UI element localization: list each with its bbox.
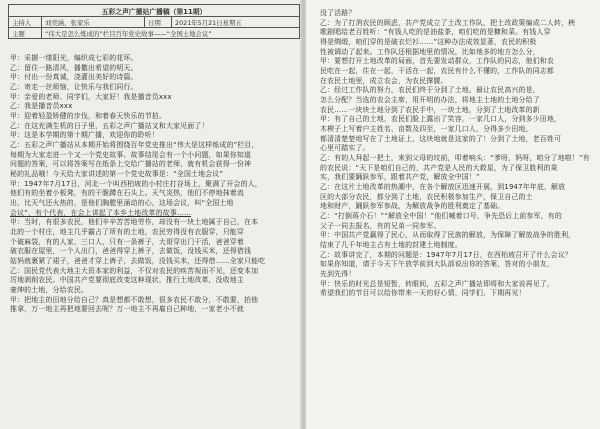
script-line: 歌剧唱给老百姓听：“有钱人吃的是油盐茶，咱们吃的是糠和菜。有钱人穿 [320,28,551,37]
script-line: 区的大部分农民，都分到了土地，农民积极参加生产，保卫自己的土 [320,192,533,201]
script-line: 甲：这是本学期的第十期广播，欢迎你的聆听！ [10,131,159,140]
topic-value: “伟大是怎么炼成的”栏目百年党史故事——“全国土地会议” [42,28,300,39]
script-line: 他们有的坐着小板凳，有的干脆蹲在石头上。天气炎热，他们不停地抹着流 [10,189,244,198]
header-table [8,4,300,39]
script-line: 木楔子上写着户主姓名、亩数及四至，一家几口人，分得多少田地， [320,125,533,134]
script-line: 在农民土地里，成立农会，为农民撑腰。 [320,76,448,85]
script-line: 都清清楚楚地写在了土地证上，这块地就是这家的了！分到了土地，老百姓可 [320,134,562,143]
script-line: 乙：寄走一丝烦恼，让快乐与我们同行。 [10,83,138,92]
script-line: 怎么分配？当选的农会主席，用开明的办法，将地主土地的土地分给了 [320,96,540,105]
script-line: 结束了几千年地主占有土地的封建土地制度。 [320,241,462,250]
script-line: 推拿，万一地主再把地要回去呢？万一地主不再雇自己种地，一家老小不就 [10,305,244,314]
script-line: 乙：留住一路清风，播撒出希望的明天。 [10,63,138,72]
topic-label: 主题 [9,28,42,39]
script-line: 乙：“打倒蒋介石！”“解放全中国！”他们喊着口号，争先恐后上前参军，有的 [320,212,562,221]
script-line: 甲：把地主的田地分给自己？真是想都不敢想，很多农民不敢分，不敢要，拍他 [10,295,259,304]
script-line: 父子一同去报名，有的兄弟一同参军。 [320,221,441,230]
right-page [306,0,600,429]
script-line: 问题的答案，可以将答案写在纸条上交给广播站的老师，就有机会获得一份神 [10,160,252,169]
script-line: 乙：经过工作队的努力，农民们终于分到了土地。最让农民高兴的是， [320,86,540,95]
script-line: 甲：当时，有很多农民，他们辛辛苦苦地劳作，却没有一块土地属于自己，在本 [10,218,259,227]
script-line: 甲：快乐的时光总是短暂，转眼间，五彩之声广播站即将和大家说再见了， [320,279,554,288]
script-line: 姑妈就裹紧了裙子，爸爸才穿上裤子，去做饭，没钱买米，还得借……全家只能吃 [10,257,266,266]
host-value: 刘奕涵、张家乐 [42,17,145,28]
script-line: 甲：中国共产党赢得了民心，从而取得了民族的解放，为保障了解放战争的胜利， [320,231,576,240]
script-line: 实，我们要踊跃参军，跟着共产党，解放全中国！” [320,173,480,182]
script-line: 豪绅的土地，分给农民。 [10,286,88,295]
script-line: 出，比天气还火热的，是他们胸膛里涌动的心，这场会议，叫“全国土地 [10,199,234,208]
script-line: 乙：故事讲完了，本期的问题是：1947年7月17日，在西柏坡召开了什么会议？ [320,250,572,259]
date-value: 2021年5月21日星期五 [172,17,300,28]
script-line: 乙：在这片土地改革的热潮中，在各个解放区迅速开展，到1947年年底，解放 [320,183,566,192]
script-line: 先到先得！ [320,270,356,279]
script-line: 民吃在一起，住在一起，干活在一起，农民有什么不懂的，工作队的同志都 [320,67,554,76]
script-line: 秘的礼品哦！今天给大家讲述的第一个党史故事是：“全国土地会议” [10,170,224,179]
date-label: 日期 [145,17,172,28]
script-line: 每期为大家走进一个又一个党史故事。故事结尾会有一个小问题，如果你知道 [10,150,252,159]
script-line: 如果你知道，请于今天下午放学前到大队部说出你的答案，答对的小朋友， [320,260,554,269]
script-line: 甲：亲爱的老师、同学们，大家好！我是播音员xxx [10,92,172,101]
script-line: 乙：在这充满生机的日子里，五彩之声广播站又和大家见面了！ [10,121,209,130]
script-line: 个破麻袋，有的人家，三口人，只有一条裤子，大哥穿出门干活，爸爸穿着 [10,237,244,246]
script-line: 会议”，有个代表，在会上讲起了本乡土地改革的故事…… [10,208,192,217]
script-line: 甲：采撷一缕阳光，编织成七彩的花环。 [10,54,138,62]
script-line: 厉地剥削农民。中国共产党要彻底改变这种现状，推行土地改革，没收地主 [10,276,244,285]
script-line: 希望我们的节目可以给你带来一天的好心情，同学们，下期再见！ [320,289,526,298]
script-line: 甲：迎着轻盈矫健的步伐，和着春天快乐的节拍。 [10,112,166,121]
script-line: 的农民说：“天下是咱们自己的，共产党是人民的大救星，为了保卫胜利的果 [320,163,558,172]
script-line: 甲：要想打开土地改革的局面，首先要发动群众，工作队的同志，他们和农 [320,57,554,66]
left-script-body [10,54,300,315]
script-line: 地和财产，踊跃参军参战，为解放战争的胜利奠定了基础。 [320,202,505,211]
script-line: 乙：五彩之声广播站从本期开始将围绕百年党史推出“伟大是这样炼成的”栏目， [10,141,259,150]
script-line: 破衣服在屋里，一个人出门，爸爸得穿上裤子，去做饭，没钱买米，还得借钱 [10,247,252,256]
script-line: 北的一个村庄，地主几乎霸占了所有的土地，农民穷得没有衣服穿，只能穿 [10,228,244,237]
script-line: 性被调动了起来。工作队还根据地里的情况，比如地多的地方怎么分， [320,47,540,56]
script-line: 乙：有的人拜起一把土，来到父母的坟前，叩着响头：“爹呀，妈呀，咱分了地啦！”有 [320,154,590,163]
right-script-body [320,9,596,299]
script-line: 乙：国民党代表大地主大资本家的利益，不仅对农民的疾苦视而不见，还变本加 [10,266,259,275]
broadcast-title: 五彩之声广播站广播稿（第11期） [9,5,300,17]
script-line: 心里可踏实了。 [320,144,370,153]
host-label: 主持人 [9,17,42,28]
script-line: 甲：1947年7月17日，河北一个叫西柏坡的小村庄打谷场上，聚满了开会的人， [10,179,262,188]
script-line: 乙：我是播音员xxx [10,102,73,111]
script-line: 甲：有了自己的土地，农民们脸上露出了笑容，一家几口人，分到多少田地， [320,115,562,124]
script-line: 得是绸缎，咱们穿的是破衣烂衫……”这种办法成效显著，农民的积极 [320,38,537,47]
script-line: 甲：付出一份真诚，浇灌出美好的诗篇。 [10,73,138,82]
script-line: 乙：为了打消农民的顾虑，共产党成立了土改工作队，把土改政策编成二人转，秧 [320,18,576,27]
script-line: 没了活路？ [320,9,356,17]
script-line: 农民……一块块土地分到了农民手中，一块土地，分到了土地改革的新 [320,105,540,114]
